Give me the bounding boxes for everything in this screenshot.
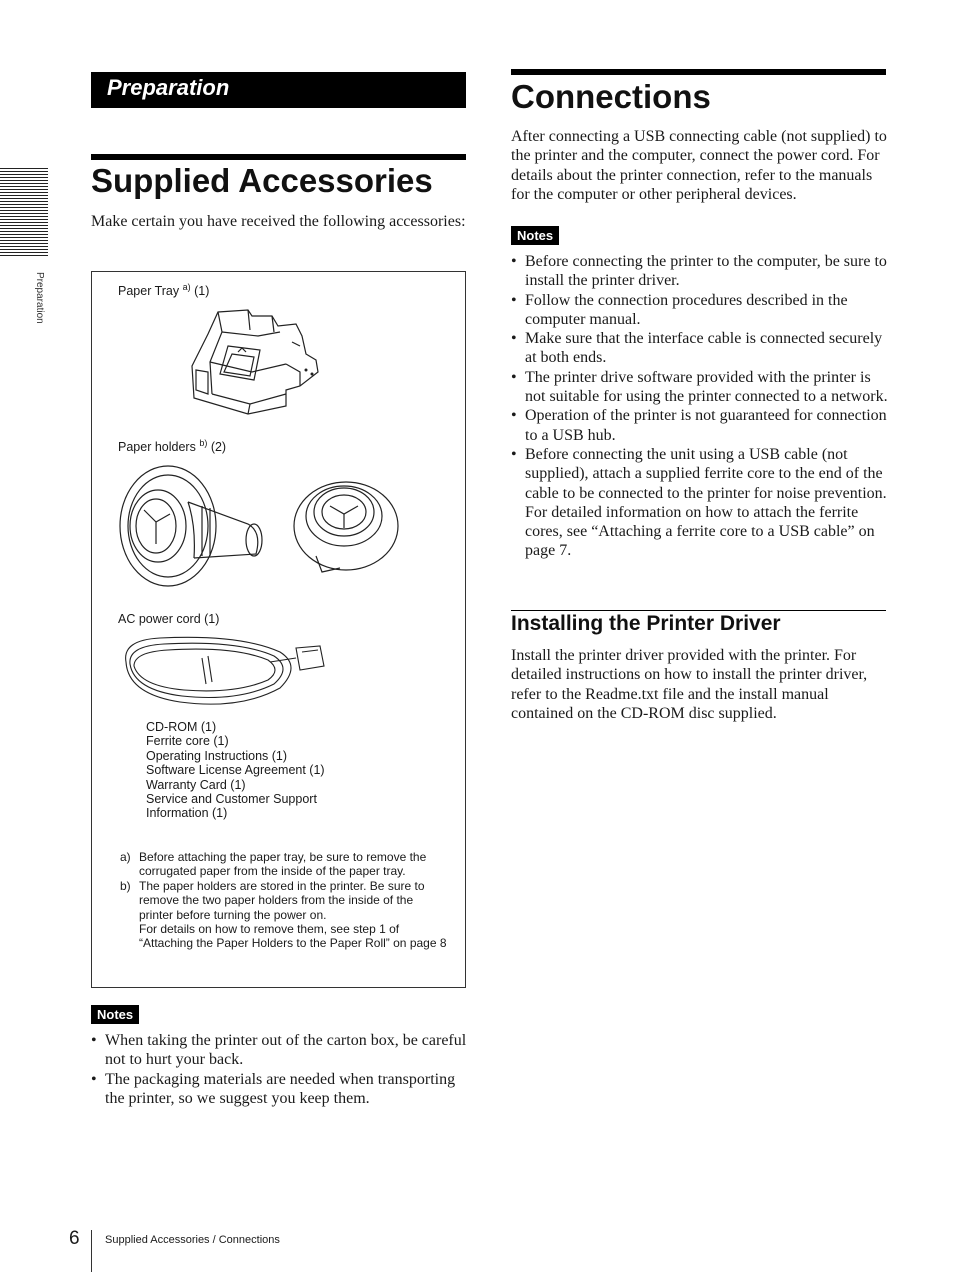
accessory-item: CD-ROM (1)	[146, 720, 217, 734]
page-title-connections: Connections	[511, 78, 711, 115]
notes-list-right	[511, 252, 889, 561]
driver-install-text: Install the printer driver provided with the printer. For detailed instructions on how to install the printer driver, refer to the Readme.txt file and the install manual contained on the CD-ROM disc supplied.	[511, 647, 868, 722]
page-number: 6	[69, 1228, 80, 1249]
connections-intro: After connecting a USB connecting cable (not supplied) to the printer and the computer, connect the power cord. For details about the printer connection, refer to the manuals for the computer or other peripheral devices.	[511, 128, 887, 203]
subheading-installing-driver: Installing the Printer Driver	[511, 612, 781, 635]
note-item: • The printer drive software provided with the printer is not suitable for using the printer connected to a network.	[511, 368, 889, 407]
ac-power-cord-illustration	[120, 632, 330, 712]
footer-running-title: Supplied Accessories / Connections	[105, 1234, 280, 1246]
side-tab-label: Preparation	[34, 272, 45, 324]
page-title-supplied-accessories: Supplied Accessories	[91, 162, 433, 199]
accessories-footnotes	[120, 850, 450, 951]
title-rule-right	[511, 69, 886, 75]
section-header-title: Preparation	[107, 75, 230, 100]
title-rule-left	[91, 154, 466, 160]
footnote-b: b) The paper holders are stored in the printer. Be sure to remove the two paper holders from the inside of the printer before turning the power on. For details on how to remove them, see step 1 of “Attaching the Paper Holders to the Paper Roll” on page 8	[120, 879, 450, 951]
accessory-item: Warranty Card (1)	[146, 777, 246, 792]
paper-holder-illustration-2	[288, 478, 400, 576]
notes-badge-left: Notes	[91, 1005, 139, 1024]
note-item: • Follow the connection procedures described in the computer manual.	[511, 291, 889, 330]
note-item: • Before connecting the printer to the computer, be sure to install the printer driver.	[511, 252, 889, 291]
ac-power-cord-label: AC power cord (1)	[118, 612, 220, 626]
accessory-item: Information (1)	[146, 806, 228, 821]
footnote-a: a) Before attaching the paper tray, be sure to remove the corrugated paper from the inside of the paper tray.	[120, 850, 427, 879]
accessory-item: Software License Agreement (1)	[146, 763, 325, 778]
note-item: • Before connecting the unit using a USB cable (not supplied), attach a supplied ferrite core to the end of the cable to be connected to the printer for noise prevention. For detailed information on how to attach the ferrite cores, see “Attaching a ferrite core to a USB cable” on page 7.	[511, 445, 889, 561]
accessory-item: Ferrite core (1)	[146, 734, 229, 749]
accessory-item: Operating Instructions (1)	[146, 748, 288, 763]
accessories-intro: Make certain you have received the following accessories:	[91, 213, 466, 230]
footnote-b-reference: For details on how to remove them, see step 1 of “Attaching the Paper Holders to the Paper Roll” on page 8	[139, 922, 447, 951]
accessories-box	[91, 271, 466, 988]
side-tab-stripes	[0, 168, 48, 258]
note-item: • The packaging materials are needed when transporting the printer, so we suggest you keep them.	[91, 1070, 469, 1109]
footer-divider	[91, 1230, 92, 1272]
paper-tray-label: Paper Tray $^{a)}$ (1)	[118, 282, 210, 299]
subheading-rule	[511, 610, 886, 611]
paper-holder-illustration-1	[118, 462, 268, 590]
accessory-item: Service and Customer Support	[146, 792, 317, 807]
note-item: • Make sure that the interface cable is connected securely at both ends.	[511, 329, 889, 368]
notes-badge-right: Notes	[511, 226, 559, 245]
note-item: • Operation of the printer is not guaranteed for connection to a USB hub.	[511, 406, 889, 445]
section-header-bar	[91, 72, 466, 108]
note-item: • When taking the printer out of the carton box, be careful not to hurt your back.	[91, 1031, 469, 1070]
accessories-list	[146, 720, 325, 821]
paper-holders-label: Paper holders $^{b)}$ (2)	[118, 438, 227, 455]
paper-tray-illustration	[188, 302, 328, 420]
notes-list-left	[91, 1031, 469, 1108]
